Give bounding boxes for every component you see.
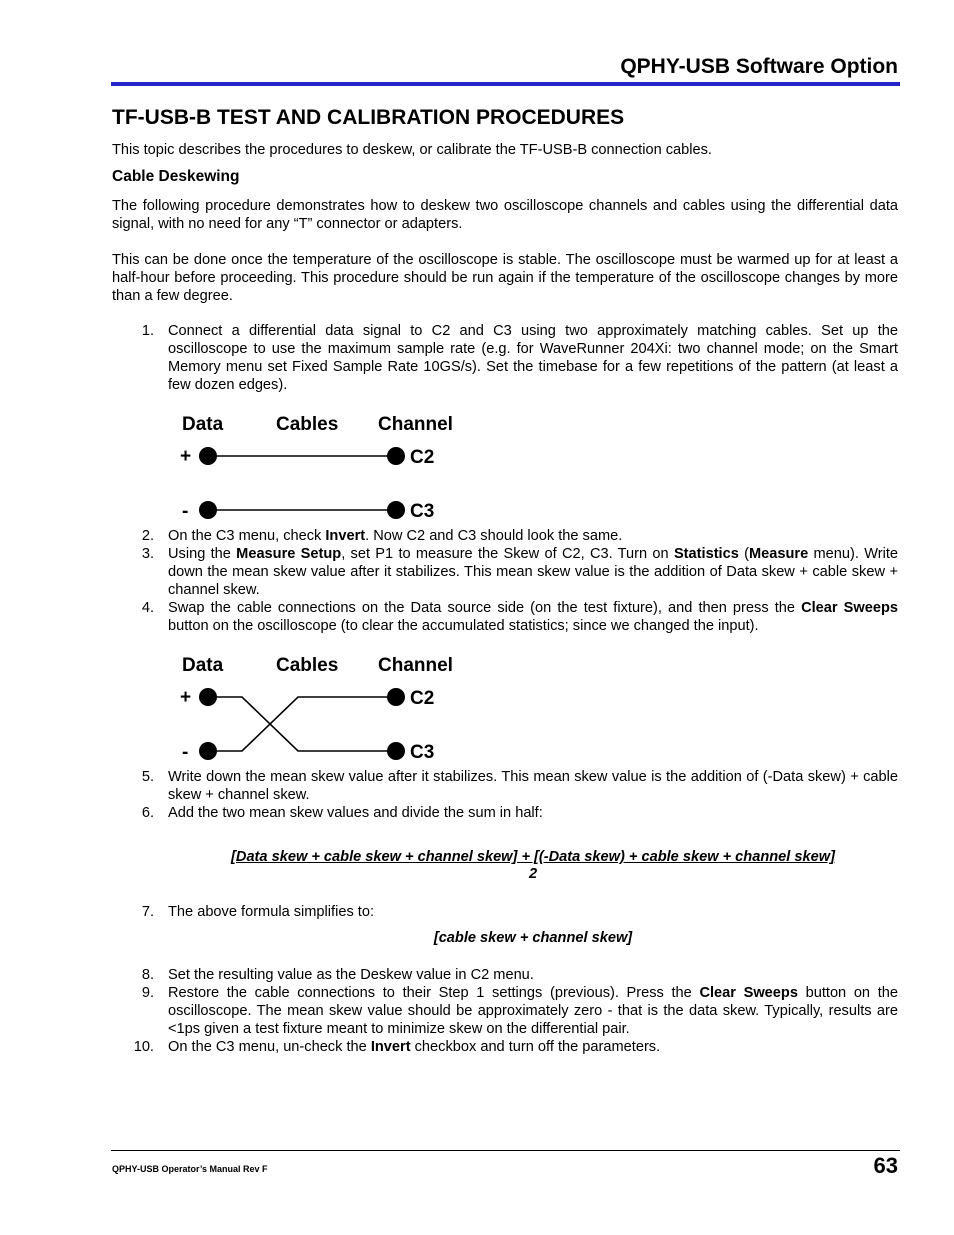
footer-rule	[111, 1150, 900, 1151]
diagram-c3: C3	[410, 742, 435, 763]
list-number: 2.	[141, 528, 154, 544]
list-number: 6.	[141, 805, 154, 821]
list-number: 4.	[141, 600, 154, 616]
intro-paragraph: This topic describes the procedures to deskew, or calibrate the TF-USB-B connection cables.	[112, 142, 712, 158]
list-item	[112, 322, 898, 394]
connector-dot	[387, 501, 405, 519]
list-number: 1.	[141, 323, 154, 339]
diagram-c2: C2	[410, 688, 435, 709]
list-number: 3.	[141, 546, 154, 562]
diagram-plus: +	[180, 446, 192, 467]
diagram-label-cables: Cables	[276, 414, 339, 435]
paragraph-1: The following procedure demonstrates how to deskew two oscilloscope channels and cables using the differential data signal, with no need for any “T” connector or adapters.	[112, 198, 898, 232]
list-text: Write down the mean skew value after it stabilizes. This mean skew value is the addition of (-Data skew) + cable skew + channel skew.	[168, 769, 898, 803]
connector-dot	[387, 447, 405, 465]
page-number: 63	[873, 1153, 898, 1178]
cable-line	[208, 697, 396, 751]
list-item	[112, 1038, 898, 1056]
list-text: Add the two mean skew values and divide the sum in half:	[168, 805, 543, 821]
diagram-plus: +	[180, 687, 192, 708]
diagram-label-channel: Channel	[378, 414, 453, 435]
diagram-c2: C2	[410, 447, 435, 468]
diagram-label-cables: Cables	[276, 655, 339, 676]
subheading: Cable Deskewing	[112, 168, 240, 185]
cable-line	[208, 697, 396, 751]
wiring-diagram-straight	[170, 408, 470, 526]
diagram-label-channel: Channel	[378, 655, 453, 676]
list-text: On the C3 menu, check Invert. Now C2 and C3 should look the same.	[168, 528, 623, 544]
diagram-c3: C3	[410, 501, 435, 522]
list-text: Set the resulting value as the Deskew value in C2 menu.	[168, 967, 534, 983]
list-number: 7.	[141, 904, 154, 920]
list-text: On the C3 menu, un-check the Invert checkbox and turn off the parameters.	[168, 1039, 661, 1055]
connector-dot	[387, 742, 405, 760]
footer-manual-title: QPHY-USB Operator’s Manual Rev F	[112, 1164, 268, 1174]
list-text: Swap the cable connections on the Data source side (on the test fixture), and then press the Clear Sweeps button on the oscilloscope (to clear the accumulated statistics; since we changed the input).	[168, 600, 898, 634]
list-item	[112, 599, 898, 635]
list-item	[112, 804, 898, 822]
formula-numerator: [Data skew + cable skew + channel skew] + [(-Data skew) + cable skew + channel skew]	[231, 849, 835, 865]
list-number: 5.	[141, 769, 154, 785]
list-item	[112, 768, 898, 804]
list-text: Connect a differential data signal to C2 and C3 using two approximately matching cables. Set up the oscilloscope to use the maximum sample rate (e.g. for WaveRunner 204Xi: two channel mode; on the Smart Memory menu set Fixed Sample Rate 10GS/s). Set the timebase for a few repetitions of the pattern (at least a few dozen edges).	[168, 323, 898, 393]
list-number: 9.	[141, 985, 154, 1001]
wiring-diagram-crossed	[170, 649, 470, 767]
list-item	[112, 527, 898, 545]
paragraph-2: This can be done once the temperature of the oscilloscope is stable. The oscilloscope must be warmed up for at least a half-hour before proceeding. This procedure should be run again if the temperature of the oscilloscope changes by more than a few degree.	[112, 252, 898, 304]
list-text: Using the Measure Setup, set P1 to measure the Skew of C2, C3. Turn on Statistics (Measure menu). Write down the mean skew value after it stabilizes. This mean skew value is the addition of Data skew + cable skew + channel skew.	[168, 546, 898, 598]
list-number: 10.	[133, 1039, 154, 1055]
list-item	[112, 545, 898, 599]
list-text: Restore the cable connections to their Step 1 settings (previous). Press the Clear Sweeps button on the oscilloscope. The mean skew value should be approximately zero - that is the data skew. Typically, results are <1ps given a test fixture meant to minimize skew on the differential pair.	[168, 985, 898, 1037]
list-text: The above formula simplifies to:	[168, 904, 375, 920]
diagram-minus: -	[182, 742, 189, 763]
diagram-label-data: Data	[182, 655, 224, 676]
list-number: 8.	[141, 967, 154, 983]
list-item	[112, 984, 898, 1038]
list-item	[112, 903, 898, 921]
header-rule	[111, 82, 900, 86]
list-item	[112, 966, 898, 984]
running-header-title: QPHY-USB Software Option	[620, 55, 898, 78]
formula-denominator: 2	[528, 866, 538, 882]
section-title: TF-USB-B TEST AND CALIBRATION PROCEDURES	[112, 106, 625, 129]
diagram-minus: -	[182, 501, 189, 522]
formula-simplified: [cable skew + channel skew]	[433, 930, 633, 946]
diagram-label-data: Data	[182, 414, 224, 435]
